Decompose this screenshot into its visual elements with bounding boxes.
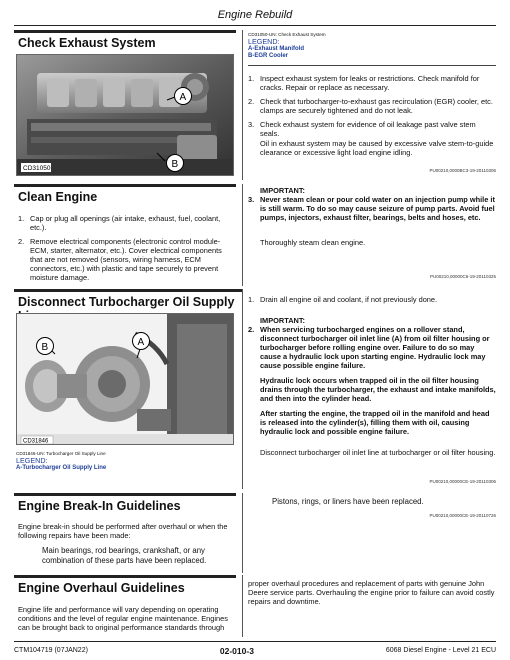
figure-caption: CD31846-UN: Turbocharger Oil Supply Line (16, 451, 106, 456)
break-in-list-item: Main bearings, rod bearings, crankshaft, or any combination of these parts have been replaced. (42, 546, 207, 565)
turbo-right-column (248, 295, 496, 457)
legend-title: LEGEND: (248, 36, 280, 46)
figure-caption: CD31050-UN: Check Exhaust System (248, 32, 326, 37)
section-check-exhaust (14, 30, 498, 180)
important-label: IMPORTANT: (260, 186, 306, 195)
break-in-intro: Engine break-in should be performed after overhaul or when the following repairs have been made: (18, 522, 228, 540)
clean-step-1 (18, 214, 236, 232)
column-divider (242, 289, 243, 489)
column-divider (242, 575, 243, 637)
section-title-text: Engine Break-In Guidelines (18, 499, 181, 513)
exhaust-steps (248, 74, 496, 162)
exhaust-note (248, 139, 496, 157)
step-number: 3. (248, 195, 255, 204)
reference-code: PU00210,00000CE-19-20110726 (429, 513, 496, 518)
step-number: 1. (18, 214, 25, 223)
section-title (14, 289, 242, 311)
section-overhaul (14, 575, 498, 637)
clean-right-column (248, 186, 496, 247)
turbo-photo (16, 313, 234, 445)
reference-code: PU00210,00000C6-19-20110325 (430, 274, 496, 279)
column-divider (242, 30, 243, 180)
step-text: Check that turbocharger-to-exhaust gas recirculation (EGR) cooler, etc. clamps are securely tightened and do not leak. (260, 97, 493, 115)
important-text: When servicing turbocharged engines on a rollover stand, disconnect turbocharger oil inlet line (A) from oil filter housing or turbocharger before rolling engine over. Failure to do so may cause a hydraulic lock upon starting engine. Hydraulic lock may cause possible engine failure. (260, 325, 490, 370)
figure-id: CD31050 (23, 165, 51, 172)
overhaul-left-text: Engine life and performance will vary depending on operating conditions and the level of regular engine maintenance. Engines can be brought back to original performance standards through (18, 605, 228, 632)
exhaust-step-1 (248, 74, 496, 92)
callout-b: B (41, 342, 49, 353)
turbo-image (17, 314, 234, 445)
section-title-text: Check Exhaust System (18, 36, 156, 50)
step-text: Cap or plug all openings (air intake, exhaust, fuel, coolant, etc.). (30, 214, 221, 232)
important-label: IMPORTANT: (260, 316, 306, 325)
engine-exhaust-image (17, 55, 234, 176)
turbo-legend (16, 451, 236, 472)
callout-a: A (137, 337, 145, 348)
section-disconnect-turbo (14, 289, 498, 489)
column-divider (242, 184, 243, 286)
step-number: 1. (248, 74, 255, 83)
column-divider (242, 493, 243, 573)
turbo-step-1 (248, 295, 496, 304)
overhaul-right-text: proper overhaul procedures and replacement of parts with genuine John Deere service parts. Overhauling the engine prior to failure can avoid costly repairs and downtime. (248, 579, 495, 606)
step-text: Check exhaust system for evidence of oil leakage past valve stem seals. (260, 120, 476, 138)
step-number: 3. (248, 120, 255, 129)
legend-title: LEGEND: (16, 455, 48, 465)
important-text: Never steam clean or pour cold water on an injection pump while it is still warm. To do so may cause seizure of pump parts. Avoid fuel pumps, injectors, exhaust filter, bearings, belts and hoses, etc. (260, 195, 495, 222)
section-title-text: Disconnect Turbocharger Oil Supply (18, 295, 235, 309)
step-text: Inspect exhaust system for leaks or restrictions. Check manifold for cracks. Repair or replace as necessary. (260, 74, 480, 92)
section-title (14, 575, 236, 597)
section-title (14, 184, 236, 206)
step-text: Drain all engine oil and coolant, if not previously done. (260, 295, 438, 304)
page-header-title: Engine Rebuild (217, 9, 293, 21)
engine-exhaust-photo (16, 54, 234, 176)
footer-page-number: 02-010-3 (219, 646, 254, 656)
disconnect-text: Disconnect turbocharger oil inlet line at turbocharger or oil filter housing. (260, 448, 496, 457)
clean-step-3 (248, 195, 496, 222)
legend-item-a: A-Turbocharger Oil Supply Line (16, 464, 107, 471)
footer-document-id: CTM104719 (07JAN22) (14, 647, 88, 654)
section-title (14, 30, 236, 52)
figure-id: CD31846 (23, 438, 49, 445)
callout-b: B (171, 159, 179, 170)
reference-code: PU00210,00000CE-19-20110306 (429, 479, 496, 484)
clean-step-2 (18, 237, 236, 282)
break-in-right-text: Pistons, rings, or liners have been replaced. (272, 497, 424, 506)
legend-rule (248, 65, 496, 66)
after-start-text: After starting the engine, the trapped oil in the manifold and head is released into the cylinder(s), filling them with oil, causing hydraulic lock and possible engine failure. (260, 409, 490, 436)
exhaust-step-2 (248, 97, 496, 115)
legend-item-a: A-Exhaust Manifold (248, 45, 305, 52)
legend-item-b: B-EGR Cooler (248, 52, 289, 59)
section-title-text: Engine Overhaul Guidelines (18, 581, 185, 595)
section-break-in (14, 493, 498, 573)
step-text: Remove electrical components (electronic control module-ECM, starter, alternator, etc.). Cover electrical components that are not removed (sensors, wiring harness, ECM connectors, etc.) with plastic and tape securely to prevent moisture damage. (30, 237, 222, 282)
clean-steps-left (18, 214, 236, 287)
step-number: 2. (18, 237, 25, 246)
section-title-text: Clean Engine (18, 190, 98, 204)
page-footer (14, 641, 496, 656)
steam-clean-text: Thoroughly steam clean engine. (260, 238, 366, 247)
turbo-step-2 (248, 325, 496, 370)
reference-code: PU00210,0000BC3-19-20110306 (429, 168, 496, 173)
step-number: 1. (248, 295, 255, 304)
callout-a: A (179, 92, 187, 103)
note-text: Oil in exhaust system may be caused by excessive valve stem-to-guide clearance or excessive light load engine idling. (260, 139, 494, 157)
header-rule (14, 25, 496, 26)
section-title (14, 493, 236, 515)
step-number: 2. (248, 325, 255, 334)
exhaust-step-3 (248, 120, 496, 138)
exhaust-right-column (248, 32, 496, 157)
page-header (0, 0, 510, 28)
hydraulic-lock-text: Hydraulic lock occurs when trapped oil in the oil filter housing drains through the turbocharger, the exhaust and intake manifolds, and then into the cylinder head. (260, 376, 496, 403)
step-number: 2. (248, 97, 255, 106)
footer-engine-model: 6068 Diesel Engine - Level 21 ECU (385, 647, 496, 654)
section-clean-engine (14, 184, 498, 286)
